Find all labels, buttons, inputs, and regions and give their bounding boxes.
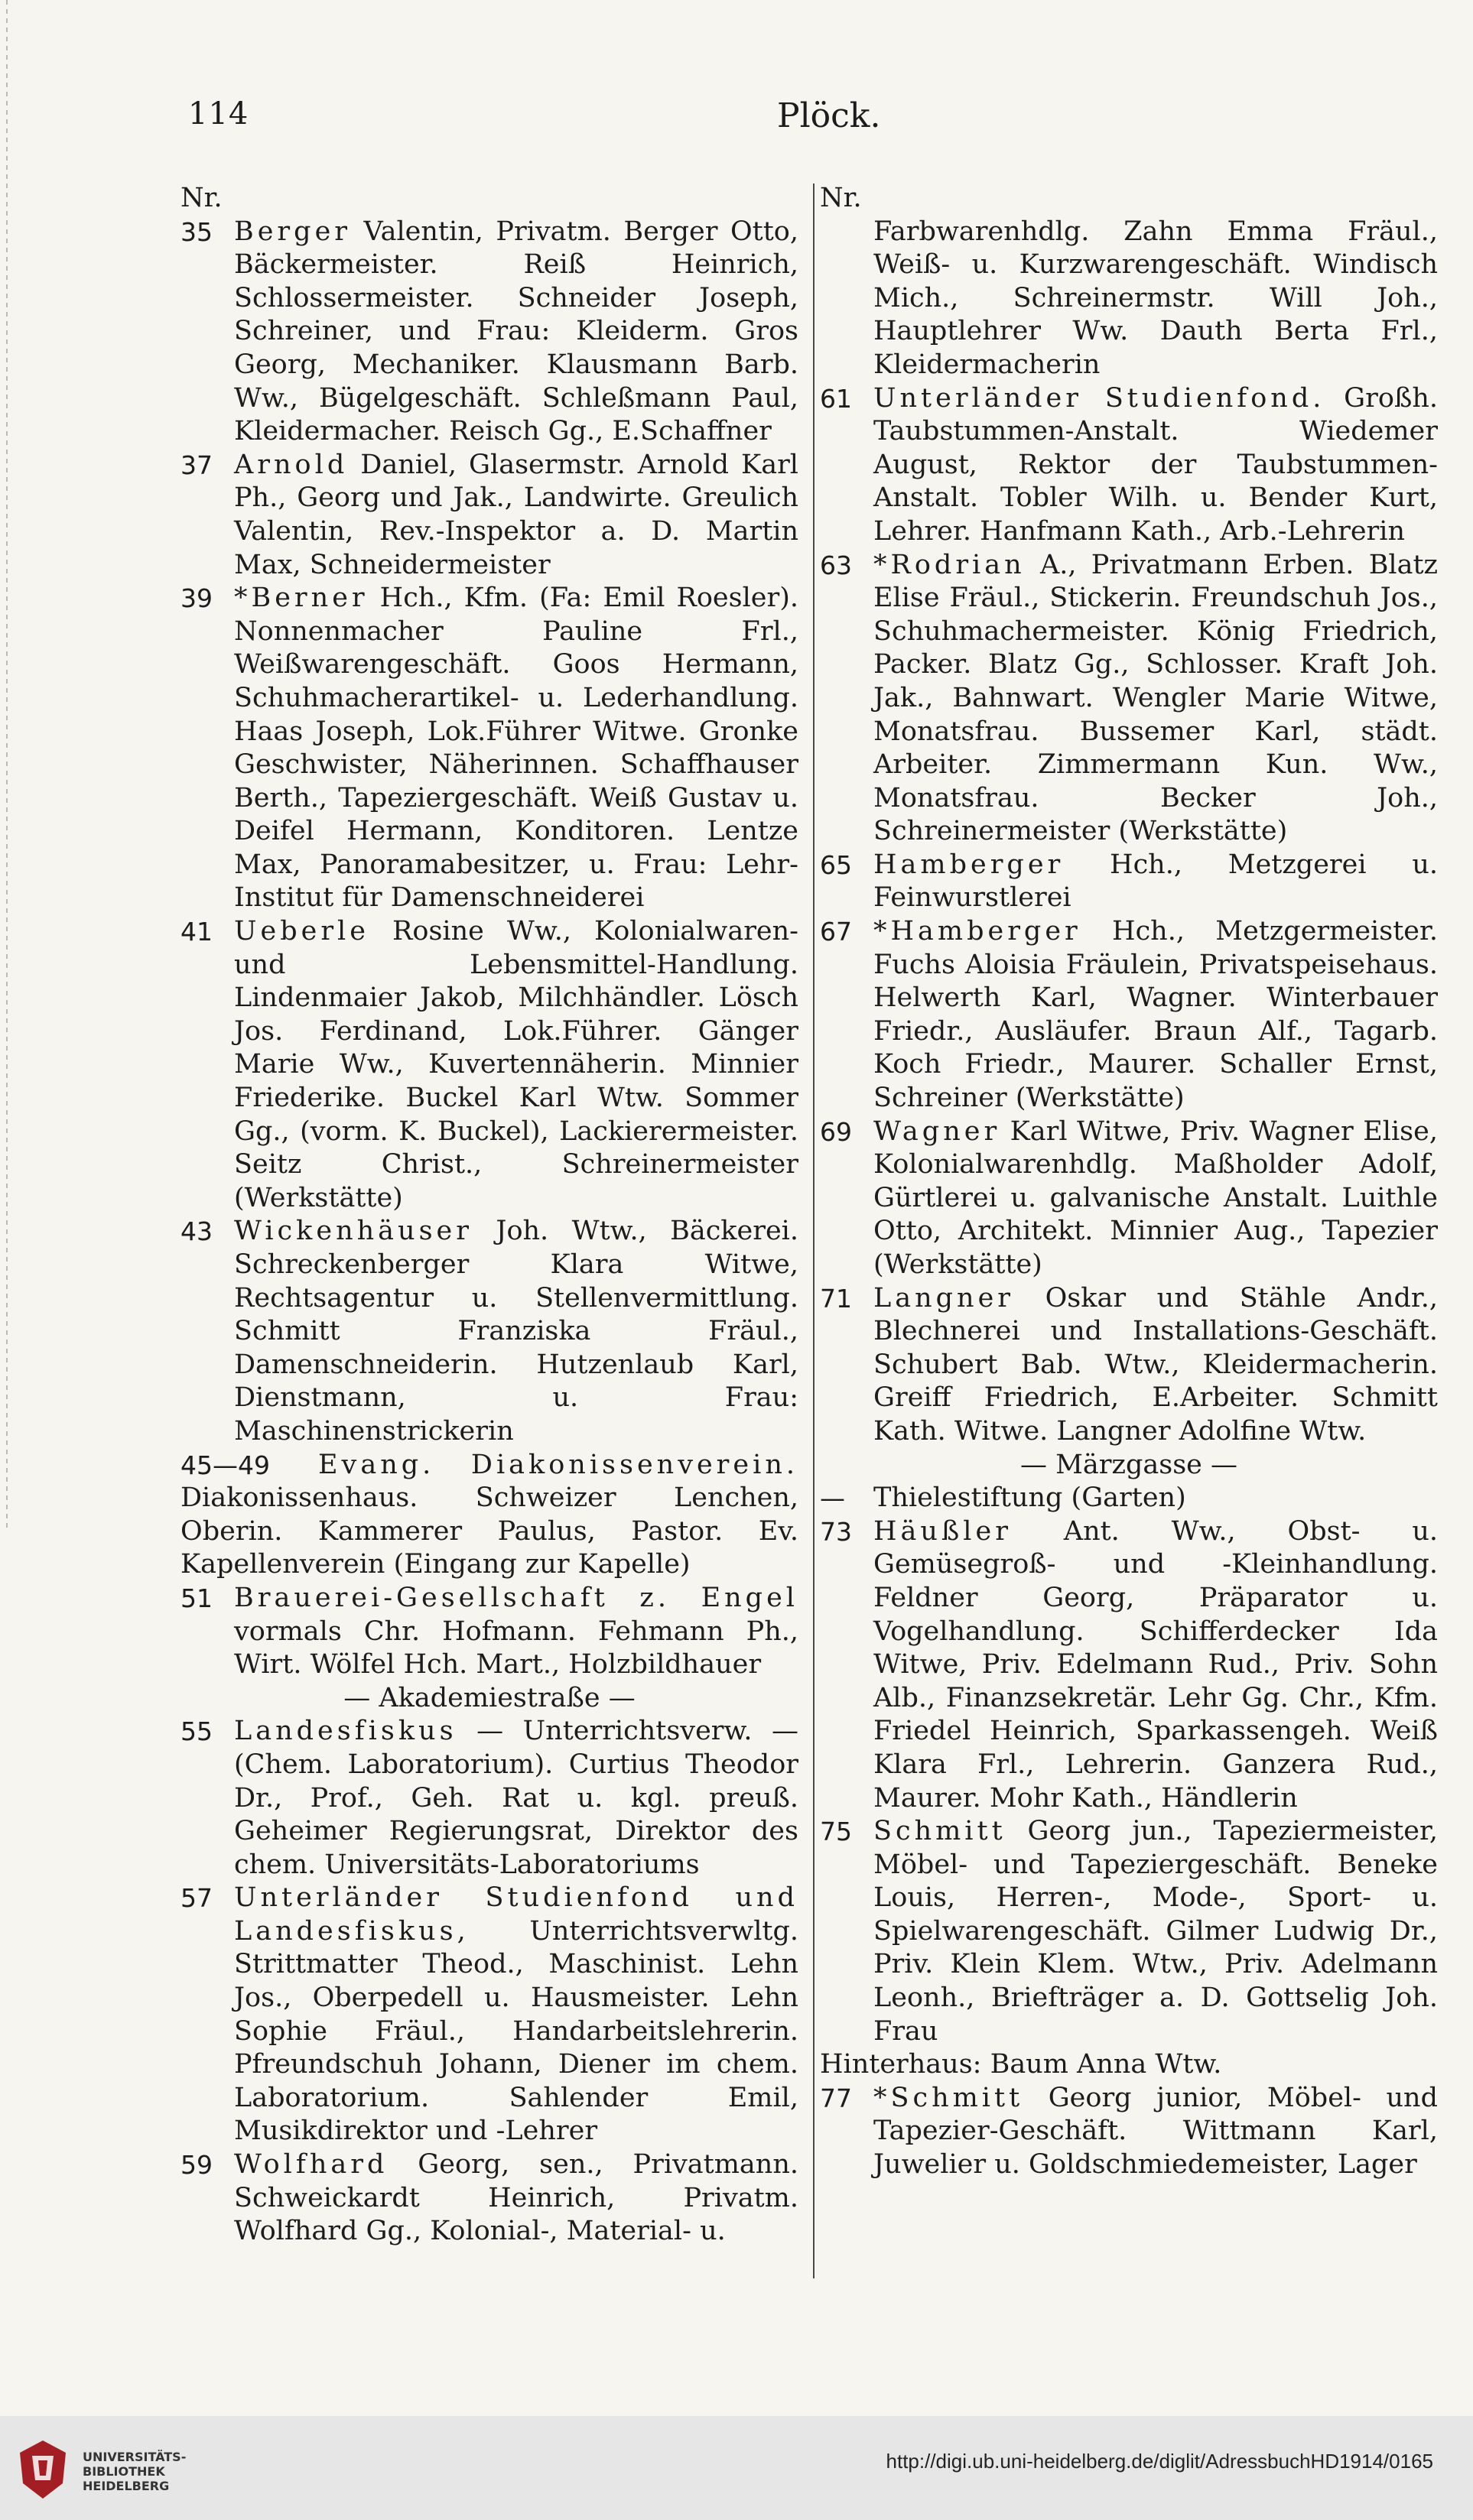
entry-text <box>873 216 1438 382</box>
column-divider <box>813 183 815 2278</box>
entry-text <box>873 382 1438 549</box>
house-number: 57 <box>180 1883 213 1914</box>
directory-entry <box>180 582 798 915</box>
entry-text <box>873 915 1438 1115</box>
directory-entry <box>180 2148 798 2249</box>
entry-text <box>234 582 798 915</box>
residents-text: Joh. Wtw., Bäckerei. Schreckenberger Klara Witwe, Rechtsagentur u. Stellenvermittlung. Schmitt Franziska Fräul., Damenschneiderin. Hutzenlaub Karl, Dienstmann, u. Frau: Maschinenstrickerin <box>234 1216 798 1447</box>
logo-line: HEIDELBERG <box>83 2479 170 2493</box>
residents-text: Georg junior, Möbel- und Tapezier-Geschäft. Wittmann Karl, Juwelier u. Goldschmiedemeister, Lager <box>873 2082 1438 2181</box>
house-number: 67 <box>820 917 852 947</box>
owner-name: *Berner <box>234 583 369 614</box>
entry-text <box>873 2082 1438 2182</box>
owner-name: Häußler <box>873 1515 1012 1547</box>
residents-text: A., Privatmann Erben. Blatz Elise Fräul., Stickerin. Freundschuh Jos., Schuhmachermeister. König Friedrich, Packer. Blatz Gg., Schlosser. Kraft Joh. Jak., Bahnwart. Wengler Marie Witwe, Monatsfrau. Bussemer Karl, städt. Arbeiter. Zimmermann Kun. Ww., Monatsfrau. Becker Joh., Schreinermeister (Werkstätte) <box>873 549 1438 847</box>
entry-text <box>234 915 798 1215</box>
logo-line: UNIVERSITÄTS- <box>83 2450 187 2464</box>
entry-text <box>234 2148 798 2249</box>
owner-name: Wagner <box>873 1115 1001 1147</box>
owner-name: Langner <box>873 1282 1015 1314</box>
house-number: 45—49 <box>180 1450 270 1480</box>
directory-entry <box>820 382 1438 549</box>
directory-entry <box>180 1449 798 1582</box>
directory-entry <box>820 216 1438 382</box>
owner-name: Wickenhäuser <box>234 1216 473 1247</box>
house-number: 75 <box>820 1817 852 1847</box>
owner-name: Unterländer Studienfond und Landesfiskus <box>234 1882 798 1947</box>
residents-text: Ant. Ww., Obst- u. Gemüsegroß- und -Kleinhandlung. Feldner Georg, Präparator u. Vogelhandlung. Schifferdecker Ida Witwe, Priv. Edelmann Rud., Priv. Sohn Alb., Finanzsekretär. Lehr Gg. Chr., Kfm. Friedel Heinrich, Sparkassengeh. Weiß Klara Frl., Lehrerin. Ganzera Rud., Maurer. Mohr Kath., Händlerin <box>873 1515 1438 1814</box>
page-header <box>188 96 1435 142</box>
entry-text <box>873 1282 1438 1449</box>
directory-entry <box>180 1882 798 2148</box>
sub-entry-line: Hinterhaus: Baum Anna Wtw. <box>820 2049 1222 2080</box>
entry-list <box>180 216 798 2249</box>
residents-text: Hch., Metzgerei u. Feinwurstlerei <box>873 849 1438 914</box>
residents-text: Thielestiftung (Garten) <box>873 1482 1186 1514</box>
house-number: 55 <box>180 1716 213 1747</box>
owner-name: Unterländer Studienfond. <box>873 382 1325 414</box>
house-number: 39 <box>180 583 213 614</box>
library-footer <box>0 2416 1473 2520</box>
right-column <box>820 182 1438 2182</box>
house-number: 59 <box>180 2150 213 2181</box>
owner-name: Landesfiskus <box>234 1716 457 1747</box>
house-number: 35 <box>180 216 213 247</box>
residents-text: — Unterrichtsverw. — (Chem. Laboratorium). Curtius Theodor Dr., Prof., Geh. Rat u. kgl. preuß. Geheimer Regierungsrat, Direktor des chem. Universitäts-Laboratoriums <box>234 1716 798 1880</box>
owner-name: Berger <box>234 216 352 247</box>
residents-text: Rosine Ww., Kolonialwaren- und Lebensmittel-Handlung. Lindenmaier Jakob, Milchhändler. Lösch Jos. Ferdinand, Lok.Führer. Gänger Marie Ww., Kuvertennäherin. Minnier Friederike. Buckel Karl Wtw. Sommer Gg., (vorm. K. Buckel), Lackierermeister. Seitz Christ., Schreinermeister (Werkstätte) <box>234 916 798 1213</box>
entry-text <box>873 849 1438 915</box>
library-logo-text <box>83 2450 186 2493</box>
owner-name: Brauerei-Gesellschaft z. Engel <box>234 1582 798 1613</box>
column-header-nr: Nr. <box>820 183 862 213</box>
residents-text: Großh. Taubstummen-Anstalt. Wiedemer August, Rektor der Taubstummen-Anstalt. Tobler Wilh. u. Bender Kurt, Lehrer. Hanfmann Kath., Arb.-Lehrerin <box>873 382 1438 547</box>
directory-entry <box>820 1115 1438 1282</box>
house-number: 73 <box>820 1516 852 1547</box>
house-number: 63 <box>820 550 852 580</box>
residents-text: Hch., Kfm. (Fa: Emil Roesler). Nonnenmacher Pauline Frl., Weißwarengeschäft. Goos Hermann, Schuhmacherartikel- u. Lederhandlung. Haas Joseph, Lok.Führer Witwe. Gronke Geschwister, Näherinnen. Schaffhauser Berth., Tapeziergeschäft. Weiß Gustav u. Deifel Hermann, Konditoren. Lentze Max, Panoramabesitzer, u. Frau: Lehr-Institut für Damenschneiderei <box>234 583 798 914</box>
entry-text <box>873 1115 1438 1282</box>
entry-text <box>234 1215 798 1448</box>
residents-text: , Unterrichtsverwltg. Strittmatter Theod., Maschinist. Lehn Jos., Oberpedell u. Hausmeister. Lehn Sophie Fräul., Handarbeitslehrerin. Pfreundschuh Johann, Diener im chem. Laboratorium. Sahlender Emil, Musikdirektor und -Lehrer <box>234 1915 798 2147</box>
column-header-nr: Nr. <box>180 183 223 213</box>
owner-name: *Rodrian <box>873 549 1026 580</box>
residents-text: Karl Witwe, Priv. Wagner Elise, Kolonialwarenhdlg. Maßholder Adolf, Gürtlerei u. galvanische Anstalt. Luithle Otto, Architekt. Minnier Aug., Tapezier (Werkstätte) <box>873 1115 1438 1280</box>
directory-entry <box>180 449 798 582</box>
page-edge-marks <box>6 0 8 1529</box>
source-url-link[interactable]: http://digi.ub.uni-heidelberg.de/diglit/AdressbuchHD1914/0165 <box>886 2450 1433 2473</box>
owner-name: Hamberger <box>873 849 1065 880</box>
residents-text: vormals Chr. Hofmann. Fehmann Ph., Wirt. Wölfel Hch. Mart., Holzbildhauer <box>234 1616 798 1681</box>
entry-list <box>820 216 1438 2182</box>
house-number: 71 <box>820 1283 852 1314</box>
directory-entry <box>820 915 1438 1115</box>
entry-text <box>873 549 1438 849</box>
owner-name: Arnold <box>234 449 349 480</box>
house-number: 65 <box>820 849 852 880</box>
directory-entry <box>820 1515 1438 1815</box>
directory-entry <box>180 216 798 449</box>
directory-entry <box>820 849 1438 915</box>
house-number: 43 <box>180 1216 213 1247</box>
directory-entry <box>820 1815 1438 2048</box>
entry-text <box>234 1882 798 2148</box>
entry-text <box>873 1815 1438 2048</box>
house-number: 69 <box>820 1116 852 1147</box>
entry-text <box>873 1482 1438 1515</box>
owner-name: *Hamberger <box>873 916 1081 947</box>
entry-text <box>234 449 798 582</box>
entry-text <box>234 1715 798 1882</box>
owner-name: Evang. Diakonissenverein. <box>318 1449 798 1480</box>
directory-entry <box>820 549 1438 849</box>
residents-text: Georg jun., Tapeziermeister, Möbel- und Tapeziergeschäft. Beneke Louis, Herren-, Mode-, Sport- u. Spielwarengeschäft. Gilmer Ludwig Dr., Priv. Klein Klem. Wtw., Priv. Adelmann Leonh., Briefträger a. D. Gottselig Joh. Frau <box>873 1816 1438 2047</box>
house-number: 37 <box>180 450 213 480</box>
street-heading: — Märzgasse — <box>1019 1449 1238 1480</box>
directory-entry <box>820 1482 1438 1515</box>
directory-entry <box>180 1215 798 1448</box>
page-number: 114 <box>188 96 249 132</box>
logo-line: BIBLIOTHEK <box>83 2464 165 2479</box>
house-number: 41 <box>180 917 213 947</box>
residents-text: Valentin, Privatm. Berger Otto, Bäckermeister. Reiß Heinrich, Schlossermeister. Schneider Joseph, Schreiner, und Frau: Kleiderm. Gros Georg, Mechaniker. Klausmann Barb. Ww., Bügelgeschäft. Schleßmann Paul, Kleidermacher. Reisch Gg., E.Schaffner <box>234 216 798 447</box>
directory-entry <box>820 1282 1438 1449</box>
residents-text: Georg, sen., Privatmann. Schweickardt Heinrich, Privatm. Wolfhard Gg., Kolonial-, Material- u. <box>234 2149 798 2247</box>
directory-entry <box>180 1582 798 1682</box>
entry-text <box>180 1449 798 1582</box>
owner-name: Schmitt <box>873 1816 1006 1847</box>
house-number: 77 <box>820 2083 852 2113</box>
residents-text: Farbwarenhdlg. Zahn Emma Fräul., Weiß- u. Kurzwarengeschäft. Windisch Mich., Schreinermstr. Will Joh., Hauptlehrer Ww. Dauth Berta Frl., Kleidermacherin <box>873 216 1438 380</box>
residents-text: Hch., Metzgermeister. Fuchs Aloisia Fräulein, Privatspeisehaus. Helwerth Karl, Wagner. Winterbauer Friedr., Ausläufer. Braun Alf., Tagarb. Koch Friedr., Maurer. Schaller Ernst, Schreiner (Werkstätte) <box>873 916 1438 1114</box>
university-seal-icon <box>17 2437 69 2502</box>
residents-text: Daniel, Glasermstr. Arnold Karl Ph., Georg und Jak., Landwirte. Greulich Valentin, Rev.-Inspektor a. D. Martin Max, Schneidermeister <box>234 449 798 580</box>
house-number: — <box>820 1483 845 1514</box>
directory-entry <box>820 2082 1438 2182</box>
entry-text <box>873 1515 1438 1815</box>
street-heading: — Akademiestraße — <box>343 1682 636 1713</box>
directory-entry <box>180 915 798 1215</box>
entry-text <box>234 1582 798 1682</box>
residents-text: Diakonissenhaus. Schweizer Lenchen, Oberin. Kammerer Paulus, Pastor. Ev. Kapellenverein (Eingang zur Kapelle) <box>180 1482 798 1580</box>
owner-name: Wolfhard <box>234 2149 389 2181</box>
residents-text: Oskar und Stähle Andr., Blechnerei und Installations-Geschäft. Schubert Bab. Wtw., Kleidermacherin. Greiff Friedrich, E.Arbeiter. Schmitt Kath. Witwe. Langner Adolfine Wtw. <box>873 1282 1438 1447</box>
owner-name: *Schmitt <box>873 2082 1024 2113</box>
house-number: 61 <box>820 383 852 414</box>
page-title: Plöck. <box>777 96 881 135</box>
directory-entry <box>180 1715 798 1882</box>
left-column <box>180 182 798 2249</box>
owner-name: Ueberle <box>234 916 369 947</box>
entry-text <box>234 216 798 449</box>
house-number: 51 <box>180 1583 213 1613</box>
